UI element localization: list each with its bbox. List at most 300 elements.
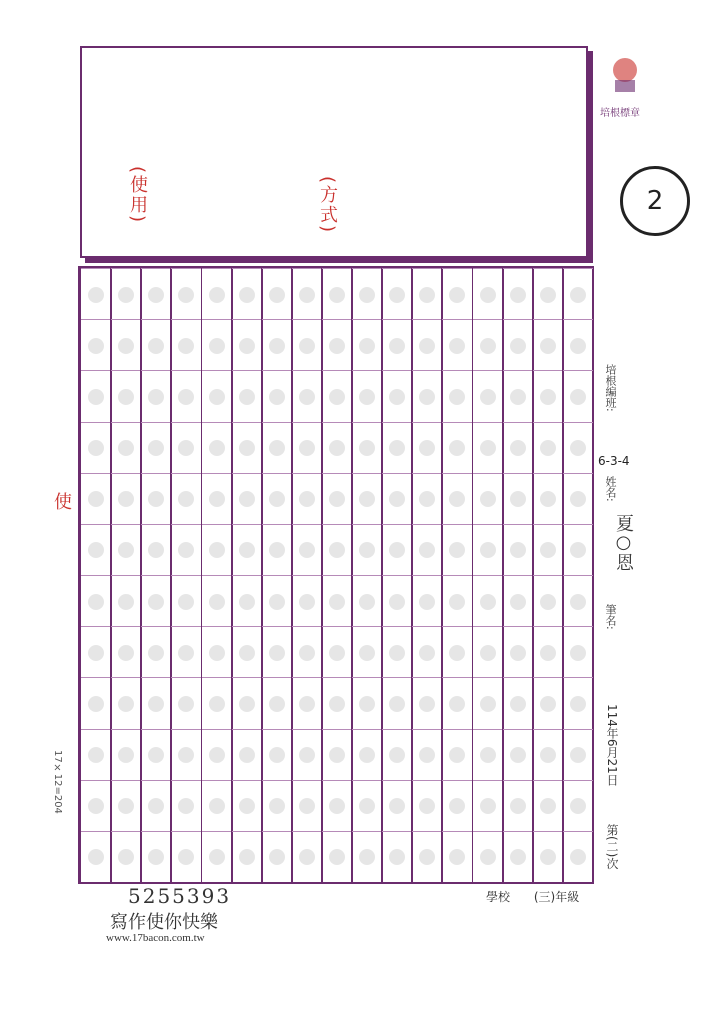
grid-column bbox=[411, 268, 443, 882]
handwritten-character bbox=[359, 645, 375, 661]
handwritten-character bbox=[329, 645, 345, 661]
grid-cell bbox=[111, 831, 141, 883]
grid-cell bbox=[322, 268, 352, 320]
handwritten-character bbox=[449, 338, 465, 354]
handwritten-character bbox=[510, 849, 526, 865]
grid-cell bbox=[322, 729, 352, 781]
grid-cell bbox=[473, 677, 503, 729]
grid-cell bbox=[202, 677, 232, 729]
handwritten-character bbox=[269, 645, 285, 661]
grid-column bbox=[321, 268, 353, 882]
grid-cell bbox=[141, 422, 171, 474]
handwritten-character bbox=[359, 542, 375, 558]
grid-cell bbox=[292, 780, 322, 832]
grid-column bbox=[441, 268, 473, 882]
grid-cell bbox=[412, 626, 442, 678]
margin-note: 使 bbox=[54, 492, 72, 513]
grid-column bbox=[170, 268, 202, 882]
grid-cell bbox=[473, 524, 503, 576]
handwritten-character bbox=[570, 645, 586, 661]
grid-cell bbox=[141, 626, 171, 678]
handwritten-character bbox=[209, 542, 225, 558]
grid-cell bbox=[533, 677, 563, 729]
grid-column bbox=[381, 268, 413, 882]
grid-cell bbox=[292, 575, 322, 627]
grid-cell bbox=[503, 831, 533, 883]
handwritten-character bbox=[239, 287, 255, 303]
handwritten-character bbox=[239, 389, 255, 405]
grid-cell bbox=[262, 319, 292, 371]
grid-column bbox=[351, 268, 383, 882]
grid-cell bbox=[533, 575, 563, 627]
grid-cell bbox=[352, 677, 382, 729]
handwritten-character bbox=[419, 491, 435, 507]
grid-cell bbox=[262, 626, 292, 678]
grid-cell bbox=[292, 524, 322, 576]
grid-cell bbox=[412, 780, 442, 832]
handwritten-character bbox=[359, 389, 375, 405]
grid-cell bbox=[232, 473, 262, 525]
stamp-logo bbox=[600, 50, 650, 120]
handwritten-character bbox=[540, 338, 556, 354]
handwritten-character bbox=[329, 849, 345, 865]
grid-cell bbox=[232, 626, 262, 678]
grid-cell bbox=[111, 677, 141, 729]
grid-cell bbox=[232, 831, 262, 883]
grid-cell bbox=[563, 575, 593, 627]
handwritten-character bbox=[510, 594, 526, 610]
grid-cell bbox=[262, 524, 292, 576]
grid-cell bbox=[382, 370, 412, 422]
grid-cell bbox=[563, 729, 593, 781]
handwritten-character bbox=[148, 491, 164, 507]
grid-cell bbox=[412, 319, 442, 371]
handwritten-character bbox=[209, 491, 225, 507]
grid-cell bbox=[141, 319, 171, 371]
handwritten-character bbox=[88, 696, 104, 712]
grid-cell bbox=[171, 268, 201, 320]
handwritten-character bbox=[118, 849, 134, 865]
handwritten-character bbox=[269, 389, 285, 405]
handwritten-character bbox=[449, 440, 465, 456]
handwritten-character bbox=[209, 594, 225, 610]
grid-cell bbox=[352, 319, 382, 371]
grid-cell bbox=[111, 780, 141, 832]
grid-cell bbox=[232, 729, 262, 781]
grid-cell bbox=[292, 677, 322, 729]
grid-cell bbox=[382, 831, 412, 883]
handwritten-character bbox=[389, 287, 405, 303]
grid-cell bbox=[382, 319, 412, 371]
grid-cell bbox=[473, 780, 503, 832]
handwritten-character bbox=[88, 594, 104, 610]
grid-cell bbox=[292, 473, 322, 525]
handwritten-character bbox=[239, 849, 255, 865]
grid-cell bbox=[322, 575, 352, 627]
grid-cell bbox=[232, 422, 262, 474]
handwritten-character bbox=[540, 440, 556, 456]
handwritten-character bbox=[480, 645, 496, 661]
handwritten-character bbox=[269, 287, 285, 303]
grid-cell bbox=[533, 729, 563, 781]
handwritten-character bbox=[299, 287, 315, 303]
handwritten-character bbox=[510, 747, 526, 763]
handwritten-character bbox=[570, 542, 586, 558]
stamp-label: 培根標章 bbox=[600, 108, 640, 119]
grid-cell bbox=[352, 422, 382, 474]
logo-url: www.17bacon.com.tw bbox=[106, 932, 205, 944]
grid-cell bbox=[141, 473, 171, 525]
grid-cell bbox=[382, 677, 412, 729]
grid-cell bbox=[352, 370, 382, 422]
handwritten-character bbox=[359, 491, 375, 507]
handwritten-character bbox=[178, 798, 194, 814]
grid-cell bbox=[382, 575, 412, 627]
handwritten-character bbox=[449, 849, 465, 865]
handwritten-character bbox=[419, 338, 435, 354]
grid-cell bbox=[442, 473, 472, 525]
grid-cell bbox=[81, 831, 111, 883]
grid-cell bbox=[202, 831, 232, 883]
grid-cell bbox=[382, 626, 412, 678]
handwritten-character bbox=[570, 491, 586, 507]
grid-cell bbox=[412, 831, 442, 883]
handwritten-character bbox=[148, 747, 164, 763]
grid-cell bbox=[503, 422, 533, 474]
handwritten-character bbox=[389, 645, 405, 661]
handwritten-character bbox=[510, 798, 526, 814]
handwritten-character bbox=[570, 747, 586, 763]
handwritten-character bbox=[510, 287, 526, 303]
grid-cell bbox=[171, 626, 201, 678]
grid-cell bbox=[262, 422, 292, 474]
grid-cell bbox=[352, 831, 382, 883]
handwritten-character bbox=[449, 287, 465, 303]
grid-cell bbox=[111, 575, 141, 627]
grid-cell bbox=[232, 524, 262, 576]
handwritten-character bbox=[449, 594, 465, 610]
handwritten-character bbox=[449, 542, 465, 558]
handwritten-character bbox=[480, 389, 496, 405]
grid-cell bbox=[141, 729, 171, 781]
grid-cell bbox=[442, 268, 472, 320]
grid-cell bbox=[533, 268, 563, 320]
handwritten-character bbox=[540, 645, 556, 661]
grid-cell bbox=[533, 370, 563, 422]
handwritten-character bbox=[449, 491, 465, 507]
grid-cell bbox=[503, 729, 533, 781]
grid-cell bbox=[81, 422, 111, 474]
handwritten-character bbox=[148, 696, 164, 712]
handwritten-character bbox=[118, 287, 134, 303]
handwritten-character bbox=[269, 542, 285, 558]
handwritten-character bbox=[178, 287, 194, 303]
name-label: 姓名: bbox=[604, 476, 617, 502]
grid-cell bbox=[81, 473, 111, 525]
grid-cell bbox=[202, 319, 232, 371]
handwritten-character bbox=[178, 849, 194, 865]
handwritten-character bbox=[389, 338, 405, 354]
handwritten-character bbox=[269, 747, 285, 763]
handwritten-character bbox=[269, 491, 285, 507]
handwritten-character bbox=[389, 389, 405, 405]
grid-cell bbox=[503, 319, 533, 371]
grid-cell bbox=[141, 780, 171, 832]
handwritten-character bbox=[540, 696, 556, 712]
grid-column bbox=[80, 268, 112, 882]
grid-cell bbox=[232, 268, 262, 320]
handwritten-character bbox=[419, 798, 435, 814]
handwritten-character bbox=[419, 542, 435, 558]
grid-cell bbox=[533, 473, 563, 525]
handwritten-character bbox=[88, 440, 104, 456]
handwritten-character bbox=[329, 747, 345, 763]
grid-cell bbox=[503, 370, 533, 422]
grid-cell bbox=[171, 370, 201, 422]
grid-cell bbox=[202, 422, 232, 474]
grid-column bbox=[110, 268, 142, 882]
handwritten-character bbox=[570, 798, 586, 814]
grid-cell bbox=[202, 729, 232, 781]
handwritten-character bbox=[118, 645, 134, 661]
grid-cell bbox=[473, 831, 503, 883]
handwritten-character bbox=[299, 338, 315, 354]
handwritten-character bbox=[299, 849, 315, 865]
grid-cell bbox=[141, 370, 171, 422]
grid-column bbox=[532, 268, 564, 882]
grid-cell bbox=[202, 473, 232, 525]
handwritten-character bbox=[88, 491, 104, 507]
handwritten-character bbox=[480, 594, 496, 610]
grid-cell bbox=[352, 780, 382, 832]
grid-cell bbox=[503, 268, 533, 320]
pen-label: 筆名: bbox=[604, 604, 617, 630]
grid-cell bbox=[232, 677, 262, 729]
grid-cell bbox=[202, 575, 232, 627]
grid-cell bbox=[503, 575, 533, 627]
grid-cell bbox=[81, 268, 111, 320]
class-value: 6-3-4 bbox=[598, 454, 630, 468]
handwritten-character bbox=[510, 696, 526, 712]
handwritten-character bbox=[480, 338, 496, 354]
teacher-note-2: (方式) bbox=[317, 176, 338, 235]
grid-cell bbox=[442, 575, 472, 627]
handwritten-character bbox=[269, 798, 285, 814]
handwritten-character bbox=[118, 747, 134, 763]
handwritten-character bbox=[178, 696, 194, 712]
grid-cell bbox=[81, 729, 111, 781]
grid-column bbox=[231, 268, 263, 882]
handwritten-character bbox=[178, 645, 194, 661]
logo-slogan: 寫作使你快樂 bbox=[110, 912, 218, 933]
handwritten-character bbox=[88, 798, 104, 814]
grid-cell bbox=[262, 268, 292, 320]
handwritten-character bbox=[148, 645, 164, 661]
handwritten-character bbox=[239, 747, 255, 763]
handwritten-character bbox=[88, 542, 104, 558]
grid-cell bbox=[141, 677, 171, 729]
handwritten-character bbox=[389, 491, 405, 507]
grid-cell bbox=[322, 422, 352, 474]
grid-cell bbox=[473, 268, 503, 320]
handwritten-character bbox=[209, 696, 225, 712]
grid-cell bbox=[292, 626, 322, 678]
grid-cell bbox=[533, 626, 563, 678]
handwritten-character bbox=[118, 594, 134, 610]
grid-cell bbox=[382, 780, 412, 832]
grid-cell bbox=[111, 422, 141, 474]
handwritten-character bbox=[480, 542, 496, 558]
grid-cell bbox=[563, 473, 593, 525]
handwritten-character bbox=[209, 849, 225, 865]
grid-cell bbox=[262, 473, 292, 525]
grid-cell bbox=[111, 268, 141, 320]
grid-cell bbox=[442, 831, 472, 883]
handwritten-character bbox=[480, 798, 496, 814]
grid-cell bbox=[412, 268, 442, 320]
grid-cell bbox=[382, 268, 412, 320]
handwritten-character bbox=[510, 338, 526, 354]
grid-cell bbox=[111, 473, 141, 525]
grid-cell bbox=[171, 473, 201, 525]
grid-cell bbox=[563, 268, 593, 320]
handwritten-character bbox=[570, 696, 586, 712]
handwritten-character bbox=[570, 849, 586, 865]
handwritten-character bbox=[480, 696, 496, 712]
grid-column bbox=[562, 268, 594, 882]
handwritten-character bbox=[359, 696, 375, 712]
handwritten-character bbox=[299, 440, 315, 456]
grid-cell bbox=[412, 524, 442, 576]
handwritten-character bbox=[299, 491, 315, 507]
grid-cell bbox=[171, 677, 201, 729]
handwritten-character bbox=[480, 747, 496, 763]
grid-cell bbox=[141, 575, 171, 627]
teacher-comment-box bbox=[80, 46, 588, 258]
date: 114年6月21日 bbox=[605, 704, 619, 786]
grid-cell bbox=[352, 729, 382, 781]
handwritten-character bbox=[540, 491, 556, 507]
grid-cell bbox=[292, 831, 322, 883]
handwritten-character bbox=[389, 747, 405, 763]
school-label: 學校 bbox=[486, 890, 511, 904]
grid-column bbox=[472, 268, 504, 882]
grid-cell bbox=[322, 831, 352, 883]
grid-cell bbox=[412, 473, 442, 525]
handwritten-character bbox=[209, 645, 225, 661]
grade-label: (三)年級 bbox=[533, 890, 580, 904]
grid-cell bbox=[442, 780, 472, 832]
handwritten-character bbox=[570, 594, 586, 610]
grid-cell bbox=[262, 370, 292, 422]
grid-cell bbox=[473, 626, 503, 678]
handwritten-character bbox=[178, 440, 194, 456]
handwritten-character bbox=[419, 696, 435, 712]
handwritten-character bbox=[299, 645, 315, 661]
grid-cell bbox=[563, 780, 593, 832]
handwritten-character bbox=[118, 338, 134, 354]
handwritten-character bbox=[329, 389, 345, 405]
handwritten-character bbox=[540, 287, 556, 303]
handwritten-character bbox=[540, 542, 556, 558]
handwritten-character bbox=[389, 594, 405, 610]
grid-cell bbox=[111, 626, 141, 678]
handwritten-character bbox=[449, 798, 465, 814]
handwritten-character bbox=[118, 389, 134, 405]
handwritten-character bbox=[299, 594, 315, 610]
handwritten-character bbox=[449, 696, 465, 712]
grid-cell bbox=[141, 524, 171, 576]
grid-cell bbox=[533, 780, 563, 832]
handwritten-character bbox=[359, 338, 375, 354]
grid-cell bbox=[81, 780, 111, 832]
grid-cell bbox=[81, 575, 111, 627]
handwritten-character bbox=[148, 440, 164, 456]
handwritten-character bbox=[239, 440, 255, 456]
grid-cell bbox=[352, 268, 382, 320]
grid-cell bbox=[442, 422, 472, 474]
handwritten-character bbox=[329, 440, 345, 456]
handwritten-character bbox=[510, 491, 526, 507]
handwritten-character bbox=[329, 338, 345, 354]
handwritten-character bbox=[269, 338, 285, 354]
grid-cell bbox=[442, 626, 472, 678]
grade-value: 2 bbox=[646, 186, 664, 216]
grid-cell bbox=[473, 422, 503, 474]
grid-cell bbox=[563, 370, 593, 422]
class-label: 培根編班: bbox=[604, 364, 617, 412]
handwritten-character bbox=[239, 491, 255, 507]
grid-cell bbox=[111, 524, 141, 576]
grid-cell bbox=[292, 268, 322, 320]
handwritten-character bbox=[329, 542, 345, 558]
handwritten-character bbox=[209, 389, 225, 405]
handwritten-character bbox=[329, 798, 345, 814]
handwritten-character bbox=[540, 849, 556, 865]
handwritten-character bbox=[329, 594, 345, 610]
grid-cell bbox=[141, 268, 171, 320]
handwritten-character bbox=[359, 440, 375, 456]
handwritten-character bbox=[389, 542, 405, 558]
grid-cell bbox=[503, 626, 533, 678]
grid-cell bbox=[171, 831, 201, 883]
grid-cell bbox=[442, 729, 472, 781]
handwritten-character bbox=[118, 696, 134, 712]
handwritten-character bbox=[510, 389, 526, 405]
handwritten-character bbox=[148, 338, 164, 354]
grid-column bbox=[201, 268, 233, 882]
handwritten-character bbox=[480, 287, 496, 303]
grid-cell bbox=[322, 370, 352, 422]
handwritten-character bbox=[510, 645, 526, 661]
grid-cell bbox=[412, 575, 442, 627]
grid-cell bbox=[111, 370, 141, 422]
grid-cell bbox=[111, 319, 141, 371]
grid-column bbox=[502, 268, 534, 882]
handwritten-character bbox=[570, 440, 586, 456]
grid-cell bbox=[503, 524, 533, 576]
handwritten-character bbox=[299, 542, 315, 558]
handwritten-character bbox=[178, 594, 194, 610]
handwritten-character bbox=[239, 338, 255, 354]
grid-column bbox=[261, 268, 293, 882]
grid-cell bbox=[262, 575, 292, 627]
handwritten-character bbox=[359, 849, 375, 865]
handwritten-character bbox=[88, 849, 104, 865]
handwritten-character bbox=[510, 440, 526, 456]
handwritten-character bbox=[269, 440, 285, 456]
handwritten-character bbox=[449, 389, 465, 405]
